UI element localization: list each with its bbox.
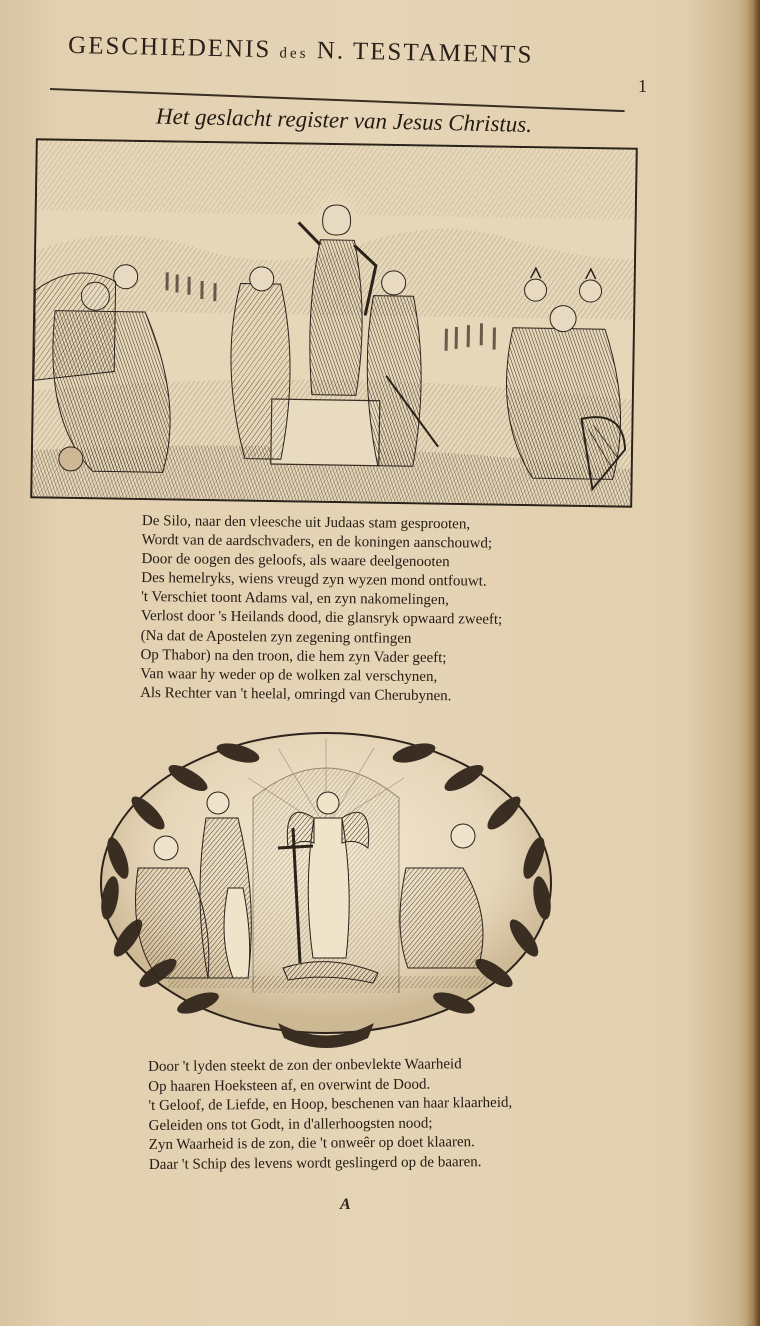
poem-2-line: Geleiden ons tot Godt, in d'allerhoogsten nood;	[148, 1115, 433, 1134]
poem-1-line: Van waar hy weder op de wolken zal verschynen,	[140, 665, 438, 685]
running-head-title-2: des	[279, 45, 309, 62]
engraving-caption: Het geslacht register van Jesus Christus.	[155, 103, 533, 137]
poem-stanza-2	[148, 1054, 579, 1175]
poem-1-line: Verlost door 's Heilands dood, die glansryk opwaard zweeft;	[140, 608, 503, 629]
poem-1-line: De Silo, naar den vleesche uit Judaas stam gesprooten,	[141, 512, 471, 533]
allegorical-vignette	[88, 718, 564, 1053]
engraving-illustration	[32, 140, 636, 505]
poem-2-line: 't Geloof, de Liefde, en Hoop, beschenen van haar klaarheid,	[148, 1094, 513, 1114]
poem-1-line: Des hemelryks, wiens vreugd zyn wyzen mond ontfouwt.	[141, 570, 487, 590]
poem-2-line: Op haaren Hoeksteen af, en overwint de Dood.	[148, 1076, 431, 1095]
signature-mark: A	[340, 1196, 351, 1213]
running-head-title-3: N. TESTAMENTS	[316, 37, 534, 69]
page-number: 1	[638, 76, 647, 96]
page-edge-shadow	[746, 0, 760, 1326]
running-head-title-1: GESCHIEDENIS	[67, 31, 272, 64]
poem-2-line: Daar 't Schip des levens wordt geslingerd op de baaren.	[148, 1153, 482, 1173]
vignette-illustration	[88, 718, 564, 1053]
running-head	[68, 32, 649, 84]
poem-1-line: Wordt van de aardschvaders, en de koningen aanschouwd;	[141, 532, 493, 552]
poem-1-line: 't Verschiet toont Adams val, en zyn nakomelingen,	[141, 589, 449, 609]
poem-1-line: (Na dat de Apostelen zyn zegening ontfingen	[140, 627, 412, 647]
genealogy-engraving	[30, 138, 638, 507]
poem-1-line: Als Rechter van 't heelal, omringd van Cherubynen.	[140, 684, 452, 705]
poem-2-line: Zyn Waarheid is de zon, die 't onweêr op doet klaaren.	[148, 1134, 475, 1153]
poem-stanza-1	[140, 512, 582, 708]
poem-1-line: Op Thabor) na den troon, die hem zyn Vader geeft;	[140, 646, 447, 666]
poem-1-line: Door de oogen des geloofs, als waare deelgenooten	[141, 551, 450, 571]
poem-2-line: Door 't lyden steekt de zon der onbevlekte Waarheid	[148, 1056, 462, 1075]
